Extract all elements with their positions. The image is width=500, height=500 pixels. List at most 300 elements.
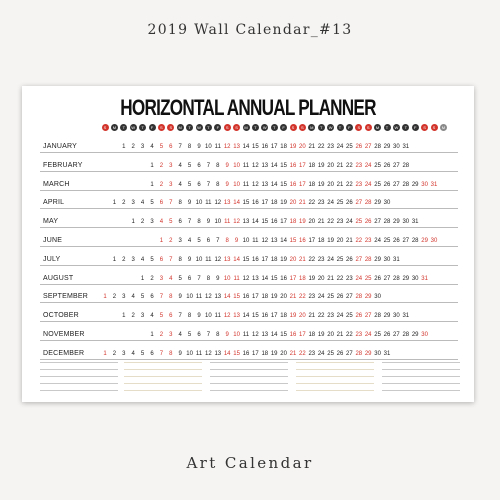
- day-number: 5: [187, 332, 192, 338]
- day-number: 13: [214, 350, 222, 357]
- day-number: 14: [223, 294, 231, 301]
- day-number: 30: [393, 144, 400, 150]
- day-number: 12: [214, 256, 222, 263]
- note-line: [210, 369, 288, 370]
- day-number: 2: [159, 181, 164, 188]
- day-number: 14: [233, 200, 240, 207]
- day-number: 15: [252, 313, 259, 320]
- day-number: 16: [299, 238, 306, 244]
- day-number: 1: [140, 275, 145, 282]
- day-number: 6: [159, 256, 164, 263]
- day-number: 11: [242, 162, 250, 169]
- day-number: 23: [327, 144, 334, 150]
- note-line: [382, 383, 460, 384]
- day-number: 7: [206, 162, 211, 169]
- day-number: 14: [242, 313, 250, 320]
- day-number: 11: [233, 275, 240, 282]
- day-number: 6: [150, 294, 154, 301]
- day-number: 6: [169, 144, 173, 150]
- day-number: 17: [270, 144, 278, 150]
- weekday-letter: M: [178, 125, 182, 130]
- day-number: 12: [205, 294, 212, 301]
- day-number: 8: [225, 238, 229, 244]
- day-number: 7: [197, 275, 201, 282]
- day-number: 16: [261, 144, 269, 150]
- day-number: 25: [364, 275, 372, 282]
- day-number: 21: [336, 332, 344, 338]
- day-number: 3: [122, 350, 126, 357]
- day-number: 1: [150, 162, 154, 169]
- day-number: 9: [197, 313, 201, 320]
- day-number: 10: [195, 256, 203, 263]
- day-number: 27: [393, 181, 400, 188]
- day-number: 29: [393, 219, 400, 226]
- day-number: 5: [150, 200, 154, 207]
- day-number: 15: [289, 238, 297, 244]
- day-number: 26: [383, 332, 391, 338]
- day-number: 3: [131, 256, 135, 263]
- month-name: JANUARY: [43, 143, 77, 150]
- day-number: 8: [197, 219, 201, 226]
- day-number: 19: [270, 294, 278, 301]
- day-number: 7: [159, 350, 164, 357]
- note-line: [40, 362, 118, 363]
- day-number: 18: [308, 162, 316, 169]
- day-number: 12: [242, 275, 250, 282]
- day-number: 28: [402, 162, 410, 169]
- day-number: 9: [216, 275, 220, 282]
- day-number: 1: [131, 219, 135, 226]
- day-number: 28: [355, 294, 363, 301]
- day-number: 18: [317, 238, 325, 244]
- day-number: 10: [233, 181, 240, 188]
- weekday-letter: S: [158, 124, 165, 131]
- day-number: 29: [364, 350, 372, 357]
- day-number: 5: [140, 294, 145, 301]
- day-number: 25: [346, 313, 353, 320]
- day-number: 14: [280, 238, 287, 244]
- weekday-letter: T: [186, 124, 193, 131]
- day-number: 26: [336, 350, 344, 357]
- day-number: 18: [308, 181, 316, 188]
- day-number: 8: [206, 275, 211, 282]
- day-number: 23: [327, 313, 334, 320]
- day-number: 28: [355, 350, 363, 357]
- day-number: 3: [169, 162, 173, 169]
- day-number: 18: [308, 332, 316, 338]
- day-number: 22: [346, 181, 353, 188]
- day-number: 2: [131, 313, 135, 320]
- day-number: 22: [317, 313, 325, 320]
- day-number: 22: [336, 275, 344, 282]
- day-number: 6: [159, 200, 164, 207]
- day-number: 14: [261, 275, 269, 282]
- day-number: 2: [169, 238, 173, 244]
- day-number: 15: [280, 181, 287, 188]
- day-number: 1: [103, 294, 107, 301]
- day-number: 20: [289, 200, 297, 207]
- day-number: 28: [383, 219, 391, 226]
- day-number: 24: [355, 275, 363, 282]
- month-name: FEBRUARY: [43, 161, 83, 169]
- month-row: [22, 190, 474, 209]
- month-name: JUNE: [43, 237, 63, 244]
- day-number: 26: [346, 256, 353, 263]
- day-number: 29: [383, 144, 391, 150]
- day-number: 20: [299, 313, 306, 320]
- day-number: 26: [355, 313, 363, 320]
- weekday-letter: F: [280, 124, 287, 131]
- day-number: 11: [205, 256, 212, 263]
- weekday-letter: T: [271, 124, 278, 131]
- note-line: [210, 383, 288, 384]
- day-number: 5: [187, 162, 192, 169]
- day-number: 22: [355, 238, 363, 244]
- day-number: 20: [336, 238, 344, 244]
- note-line: [382, 390, 460, 391]
- day-number: 1: [159, 238, 164, 244]
- day-number: 24: [364, 332, 372, 338]
- notes-area: [40, 358, 458, 398]
- day-number: 23: [355, 162, 363, 169]
- day-number: 21: [346, 238, 353, 244]
- day-number: 28: [364, 256, 372, 263]
- day-number: 30: [430, 238, 438, 244]
- day-number: 25: [327, 294, 334, 301]
- day-number: 16: [270, 219, 278, 226]
- day-number: 16: [252, 256, 259, 263]
- day-number: 22: [346, 162, 353, 169]
- day-number: 28: [374, 313, 381, 320]
- weekday-letter: S: [431, 124, 438, 131]
- day-number: 1: [103, 350, 107, 357]
- day-number: 17: [280, 219, 287, 226]
- day-number: 25: [374, 162, 381, 169]
- day-number: 12: [261, 238, 269, 244]
- day-number: 27: [346, 294, 353, 301]
- day-number: 19: [289, 144, 297, 150]
- day-number: 13: [233, 313, 240, 320]
- day-number: 17: [299, 332, 306, 338]
- day-number: 25: [336, 200, 344, 207]
- day-number: 27: [402, 238, 410, 244]
- day-number: 16: [242, 350, 250, 357]
- day-number: 6: [178, 219, 182, 226]
- day-number: 1: [122, 313, 126, 320]
- day-number: 2: [150, 275, 154, 282]
- day-number: 24: [374, 238, 381, 244]
- day-number: 28: [393, 275, 400, 282]
- day-number: 3: [140, 144, 145, 150]
- day-number: 6: [187, 275, 192, 282]
- month-row: [22, 134, 474, 153]
- day-number: 7: [206, 181, 211, 188]
- day-number: 21: [336, 162, 344, 169]
- day-number: 12: [223, 313, 231, 320]
- day-number: 3: [131, 200, 135, 207]
- day-number: 10: [242, 238, 250, 244]
- day-number: 3: [150, 219, 154, 226]
- day-number: 11: [252, 238, 259, 244]
- day-number: 17: [299, 181, 306, 188]
- day-number: 30: [421, 332, 428, 338]
- day-number: 20: [327, 332, 334, 338]
- day-number: 28: [402, 332, 410, 338]
- month-row: [22, 266, 474, 285]
- day-number: 18: [270, 256, 278, 263]
- note-line: [382, 362, 460, 363]
- month-name: JULY: [43, 255, 61, 263]
- day-number: 15: [233, 294, 240, 301]
- day-number: 29: [374, 256, 381, 263]
- day-number: 2: [140, 219, 145, 226]
- weekday-letter: S: [224, 124, 231, 131]
- footer-caption: Art Calendar: [186, 454, 314, 472]
- day-number: 23: [346, 275, 353, 282]
- day-number: 24: [346, 219, 353, 226]
- day-number: 20: [327, 162, 334, 169]
- day-number: 8: [178, 256, 182, 263]
- day-number: 17: [308, 238, 316, 244]
- day-number: 4: [178, 162, 182, 169]
- day-number: 28: [364, 200, 372, 207]
- day-number: 13: [223, 256, 231, 263]
- note-line: [40, 390, 118, 391]
- day-number: 15: [280, 332, 287, 338]
- day-number: 31: [402, 313, 410, 320]
- month-row: [22, 303, 474, 322]
- day-number: 14: [270, 162, 278, 169]
- weekday-letter: S: [299, 124, 306, 131]
- day-number: 5: [169, 219, 173, 226]
- day-number: 21: [299, 256, 306, 263]
- note-line: [382, 376, 460, 377]
- month-name: APRIL: [43, 199, 65, 207]
- day-number: 10: [186, 350, 193, 357]
- day-number: 22: [308, 200, 316, 207]
- day-number: 10: [233, 162, 240, 169]
- day-number: 4: [178, 181, 182, 188]
- weekday-letter: T: [120, 124, 127, 131]
- day-number: 2: [131, 144, 135, 150]
- day-number: 11: [242, 181, 250, 188]
- day-number: 9: [197, 144, 201, 150]
- day-number: 2: [159, 162, 164, 169]
- day-number: 27: [355, 256, 363, 263]
- day-number: 17: [252, 294, 259, 301]
- day-number: 22: [317, 144, 325, 150]
- day-number: 7: [187, 219, 192, 226]
- weekday-letter: T: [252, 124, 259, 131]
- day-number: 8: [169, 350, 173, 357]
- day-number: 6: [150, 350, 154, 357]
- month-name: MAY: [43, 218, 59, 226]
- day-number: 21: [289, 350, 297, 357]
- note-line: [296, 362, 374, 363]
- day-number: 5: [187, 181, 192, 188]
- day-number: 4: [131, 350, 135, 357]
- day-number: 11: [214, 313, 221, 320]
- day-number: 24: [336, 144, 344, 150]
- day-number: 2: [112, 350, 117, 357]
- day-number: 13: [261, 162, 269, 169]
- day-number: 24: [364, 181, 372, 188]
- day-number: 19: [317, 162, 325, 169]
- day-number: 24: [317, 294, 325, 301]
- day-number: 12: [205, 350, 212, 357]
- note-line: [40, 383, 118, 384]
- weekday-letter: T: [139, 124, 146, 131]
- day-number: 14: [242, 144, 250, 150]
- day-number: 27: [374, 219, 381, 226]
- day-number: 19: [289, 313, 297, 320]
- day-number: 29: [374, 200, 381, 207]
- day-number: 29: [411, 332, 419, 338]
- day-number: 16: [289, 162, 297, 169]
- weekday-letter: T: [205, 124, 212, 131]
- day-number: 4: [169, 275, 173, 282]
- day-number: 29: [421, 238, 428, 244]
- day-number: 12: [252, 162, 259, 169]
- day-number: 26: [383, 181, 391, 188]
- day-number: 21: [308, 144, 316, 150]
- day-number: 25: [327, 350, 334, 357]
- weekday-letter: W: [197, 125, 201, 130]
- weekday-letter: M: [310, 125, 314, 130]
- day-number: 19: [270, 350, 278, 357]
- day-number: 9: [234, 238, 239, 244]
- notes-column: [210, 358, 288, 398]
- day-number: 28: [374, 144, 381, 150]
- day-number: 6: [197, 332, 201, 338]
- day-number: 7: [216, 238, 220, 244]
- day-number: 6: [169, 313, 173, 320]
- day-number: 19: [299, 219, 306, 226]
- day-number: 2: [122, 200, 126, 207]
- weekday-letter: F: [346, 124, 353, 131]
- day-number: 15: [242, 200, 250, 207]
- note-line: [124, 390, 202, 391]
- day-number: 18: [299, 275, 306, 282]
- day-number: 13: [233, 144, 240, 150]
- note-line: [296, 369, 374, 370]
- day-number: 25: [336, 256, 344, 263]
- day-number: 24: [327, 256, 334, 263]
- note-line: [296, 376, 374, 377]
- day-number: 5: [197, 238, 201, 244]
- note-line: [40, 376, 118, 377]
- day-number: 11: [224, 219, 231, 226]
- day-number: 1: [150, 332, 154, 338]
- month-row: [22, 228, 474, 247]
- day-number: 4: [178, 332, 182, 338]
- day-number: 16: [280, 275, 287, 282]
- day-number: 23: [355, 181, 363, 188]
- day-number: 11: [195, 294, 203, 301]
- day-number: 5: [159, 313, 164, 320]
- day-number: 21: [336, 181, 344, 188]
- day-number: 22: [327, 219, 334, 226]
- day-number: 22: [308, 256, 316, 263]
- day-number: 14: [233, 256, 240, 263]
- day-number: 12: [252, 332, 259, 338]
- weekday-letter: M: [375, 125, 380, 130]
- day-number: 7: [178, 313, 182, 320]
- day-number: 19: [280, 200, 287, 207]
- day-number: 20: [317, 275, 325, 282]
- day-number: 18: [270, 200, 278, 207]
- day-number: 9: [225, 332, 229, 338]
- day-number: 27: [346, 350, 353, 357]
- day-number: 31: [393, 256, 400, 263]
- day-number: 11: [214, 144, 221, 150]
- day-number: 17: [270, 313, 278, 320]
- day-number: 29: [383, 313, 391, 320]
- day-number: 13: [252, 275, 259, 282]
- day-number: 22: [346, 332, 353, 338]
- day-number: 22: [299, 294, 306, 301]
- weekday-letter: T: [337, 124, 344, 131]
- day-number: 26: [355, 144, 363, 150]
- day-number: 25: [346, 144, 353, 150]
- day-number: 3: [178, 238, 182, 244]
- weekday-letter: S: [290, 124, 297, 131]
- day-number: 13: [270, 238, 278, 244]
- month-name: AUGUST: [43, 274, 74, 282]
- month-name: MARCH: [43, 180, 70, 188]
- day-number: 18: [280, 144, 287, 150]
- day-number: 5: [159, 144, 164, 150]
- day-number: 11: [205, 200, 212, 207]
- month-name: OCTOBER: [43, 312, 79, 320]
- weekday-letter: M: [112, 125, 117, 130]
- note-line: [40, 369, 118, 370]
- month-row: [22, 322, 474, 341]
- weekday-letter: W: [131, 125, 136, 130]
- day-number: 20: [308, 219, 316, 226]
- day-number: 14: [270, 332, 278, 338]
- day-number: 28: [411, 238, 419, 244]
- day-number: 22: [299, 350, 306, 357]
- note-line: [124, 383, 202, 384]
- day-number: 23: [308, 350, 316, 357]
- day-number: 20: [289, 256, 297, 263]
- day-number: 10: [195, 200, 203, 207]
- weekday-letter: S: [233, 124, 240, 131]
- day-number: 10: [205, 313, 212, 320]
- day-number: 19: [317, 181, 325, 188]
- notes-column: [382, 358, 460, 398]
- day-number: 27: [393, 162, 400, 169]
- day-number: 30: [393, 313, 400, 320]
- day-number: 24: [336, 313, 344, 320]
- day-number: 2: [112, 294, 117, 301]
- day-number: 7: [206, 332, 211, 338]
- note-line: [124, 362, 202, 363]
- day-number: 12: [252, 181, 259, 188]
- day-number: 16: [242, 294, 250, 301]
- month-name: DECEMBER: [43, 349, 85, 357]
- day-number: 20: [280, 294, 287, 301]
- day-number: 8: [216, 162, 220, 169]
- planner-title: HORIZONTAL ANNUAL PLANNER: [120, 95, 376, 120]
- weekday-letter: F: [214, 124, 221, 131]
- day-number: 8: [169, 294, 173, 301]
- day-number: 23: [355, 332, 363, 338]
- day-number: 26: [374, 275, 381, 282]
- day-number: 4: [131, 294, 135, 301]
- day-number: 7: [159, 294, 164, 301]
